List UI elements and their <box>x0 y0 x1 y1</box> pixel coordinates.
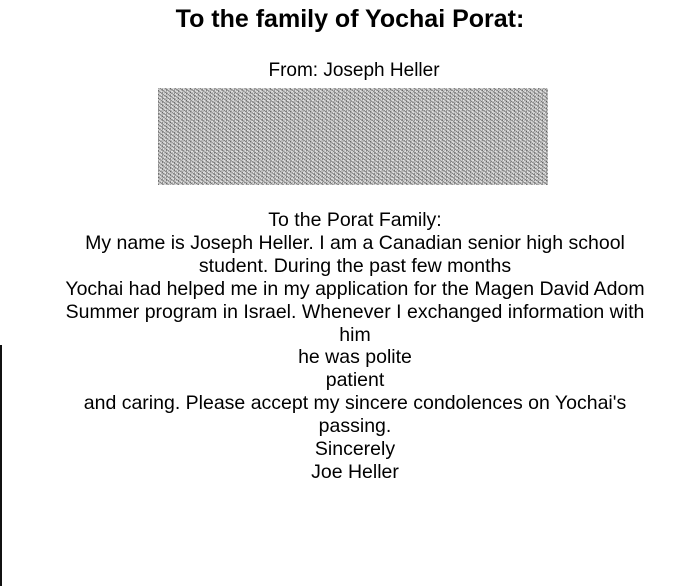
page-title: To the family of Yochai Porat: <box>175 5 525 33</box>
body-line: him <box>339 323 371 346</box>
body-line: he was polite <box>298 346 412 369</box>
body-line: student. During the past few months <box>198 254 512 277</box>
body-line: and caring. Please accept my sincere condolences on Yochai's <box>83 392 627 415</box>
redacted-address-block <box>158 88 548 185</box>
scan-edge-line <box>0 345 2 586</box>
body-line: My name is Joseph Heller. I am a Canadian senior high school <box>85 231 625 254</box>
salutation: To the Porat Family: <box>268 209 442 231</box>
sender-line: From: Joseph Heller <box>268 60 440 81</box>
body-line: Yochai had helped me in my application for the Magen David Adom <box>65 277 645 300</box>
letter-body <box>18 209 692 484</box>
closing: Sincerely <box>314 438 396 461</box>
body-line: patient <box>325 369 385 392</box>
body-line: passing. <box>318 415 392 438</box>
signature: Joe Heller <box>311 460 399 483</box>
body-line: Summer program in Israel. Whenever I exchanged information with <box>65 300 645 323</box>
